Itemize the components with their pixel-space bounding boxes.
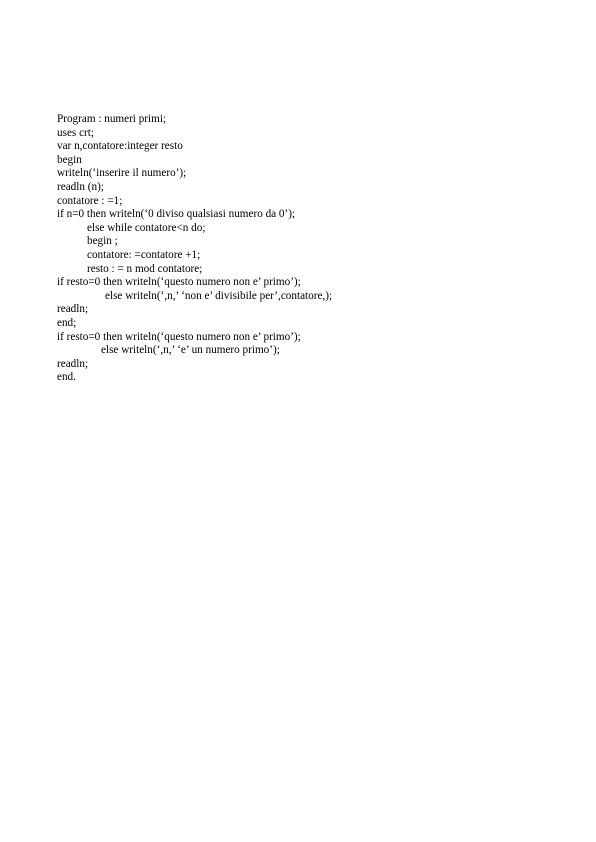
code-line-end-inner: end; — [57, 316, 77, 329]
code-line-resto-mod: resto : = n mod contatore; — [87, 262, 203, 275]
code-line-else-divisibile: else writeln(‘,n,’ ‘non e’ divisibile per’,contatore,); — [105, 289, 333, 302]
code-line-begin: begin — [57, 153, 82, 166]
code-line-readln-n: readln (n); — [57, 180, 104, 193]
code-line-if-n-zero: if n=0 then writeln(‘0 diviso qualsiasi numero da 0’); — [57, 208, 296, 221]
code-line-var: var n,contatore:integer resto — [57, 140, 183, 153]
code-line-writeln-input: writeln(‘inserire il numero’); — [57, 167, 187, 180]
code-line-readln-inner: readln; — [57, 303, 89, 316]
code-line-else-primo: else writeln(‘,n,’ ‘e’ un numero primo’); — [101, 344, 280, 357]
code-line-end-program: end. — [57, 371, 76, 384]
code-line-contatore-init: contatore : =1; — [57, 194, 123, 207]
pascal-code-listing — [57, 113, 577, 385]
code-line-contatore-increment: contatore: =contatore +1; — [87, 248, 201, 261]
code-line-if-resto-zero: if resto=0 then writeln(‘questo numero non e’ primo’); — [57, 276, 301, 289]
code-line-else-while: else while contatore<n do; — [87, 221, 206, 234]
code-line-inner-begin: begin ; — [87, 235, 118, 248]
code-line-if-resto-zero-final: if resto=0 then writeln(‘questo numero non e’ primo’); — [57, 330, 301, 343]
code-line-uses: uses crt; — [57, 126, 94, 139]
code-line-readln-final: readln; — [57, 357, 89, 370]
code-line-program: Program : numeri primi; — [57, 113, 167, 125]
